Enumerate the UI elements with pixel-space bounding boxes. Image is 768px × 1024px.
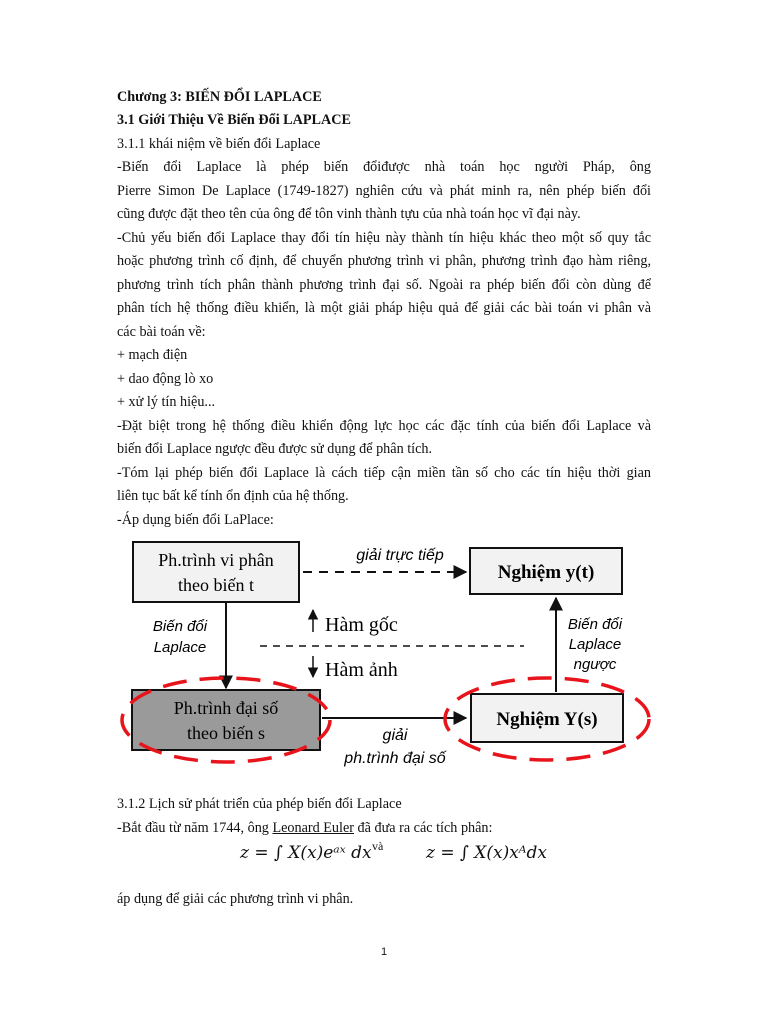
closing-line: áp dụng để giải các phương trình vi phân. xyxy=(117,891,354,907)
original-function-label: Hàm gốc xyxy=(325,614,398,636)
formula-exponential: z = ∫ X(x)eᵃˣ dx xyxy=(240,843,372,863)
paragraph-line: liên tục bất kể tính ổn định của hệ thống. xyxy=(117,488,349,504)
list-item: + xử lý tín hiệu... xyxy=(117,394,216,410)
inverse-laplace-label-1: Biến đổi xyxy=(567,616,623,633)
paragraph-line: các bài toán về: xyxy=(117,324,206,340)
solution-t-label: Nghiệm y(t) xyxy=(497,562,595,583)
ode-box-line1: Ph.trình vi phân xyxy=(158,550,274,570)
subsection-heading-2: 3.1.2 Lịch sử phát triển của phép biến đổi Laplace xyxy=(117,796,402,812)
paragraph-line: -Tóm lại phép biến đổi Laplace là cách tiếp cận miền tần số cho các tín hiệu thời gian xyxy=(117,465,651,481)
image-function-label: Hàm ảnh xyxy=(325,659,398,681)
chapter-title: Chương 3: BIẾN ĐỔI LAPLACE xyxy=(117,89,322,105)
formula-joiner: và xyxy=(372,839,384,853)
ode-box-line2: theo biến t xyxy=(178,575,254,595)
paragraph-line: -Biến đổi Laplace là phép biến đổiđược nhà toán học người Pháp, ông xyxy=(117,159,651,175)
algebraic-box-line2: theo biến s xyxy=(187,723,265,743)
forward-laplace-label-2: Laplace xyxy=(153,639,207,656)
algebraic-solve-label-2: ph.trình đại số xyxy=(344,750,446,767)
paragraph-line: cũng được đặt theo tên của ông để tôn vinh thành tựu của nhà toán học vĩ đại này. xyxy=(117,206,581,222)
forward-laplace-label-1: Biến đổi xyxy=(152,618,208,635)
formula-power: z = ∫ X(x)xᴬdx xyxy=(426,843,548,863)
subsection-heading-1: 3.1.1 khái niệm về biến đổi Laplace xyxy=(117,136,321,152)
laplace-diagram xyxy=(110,534,660,774)
solution-s-label: Nghiệm Y(s) xyxy=(496,709,598,730)
euler-link[interactable]: Leonard Euler xyxy=(272,820,354,836)
paragraph-line: phân tích hệ thống điều khiển, là một giải pháp hiệu quả để giải các bài toán vi phân và xyxy=(117,300,651,316)
paragraph-line: biến đổi Laplace ngược đều được sử dụng để phân tích. xyxy=(117,441,433,457)
algebraic-box-line1: Ph.trình đại số xyxy=(173,698,279,718)
paragraph-line: hoặc phương trình cố định, để chuyển phương trình vi phân, phương trình đạo hàm riêng, xyxy=(117,253,651,269)
history-prefix: -Bắt đầu từ năm 1744, ông xyxy=(117,820,273,836)
paragraph-line: Pierre Simon De Laplace (1749-1827) nghiên cứu và phát minh ra, nên phép biến đổi xyxy=(117,183,651,199)
inverse-laplace-label-2: Laplace xyxy=(568,636,622,653)
section-title: 3.1 Giới Thiệu Về Biến Đổi LAPLACE xyxy=(117,112,351,128)
history-suffix: đã đưa ra các tích phân: xyxy=(354,820,493,836)
page-number: 1 xyxy=(380,946,388,958)
paragraph-line: -Đặt biệt trong hệ thống điều khiển động lực học các đặc tính của biến đổi Laplace và xyxy=(117,418,651,434)
list-item: + dao động lò xo xyxy=(117,371,214,387)
paragraph-line: phương trình tích phân thành phương trình đại số. Ngoài ra phép biến đổi còn dùng để xyxy=(117,277,651,293)
algebraic-solve-label-1: giải xyxy=(382,727,408,744)
history-line xyxy=(117,818,651,838)
paragraph-line: -Chủ yếu biến đổi Laplace thay đổi tín hiệu này thành tín hiệu khác theo một số quy tắc xyxy=(117,230,651,246)
inverse-laplace-label-3: ngược xyxy=(573,656,617,673)
list-item: + mạch điện xyxy=(117,347,188,363)
direct-solve-label: giải trực tiếp xyxy=(356,547,444,564)
paragraph-line: -Áp dụng biến đổi LaPlace: xyxy=(117,512,274,528)
